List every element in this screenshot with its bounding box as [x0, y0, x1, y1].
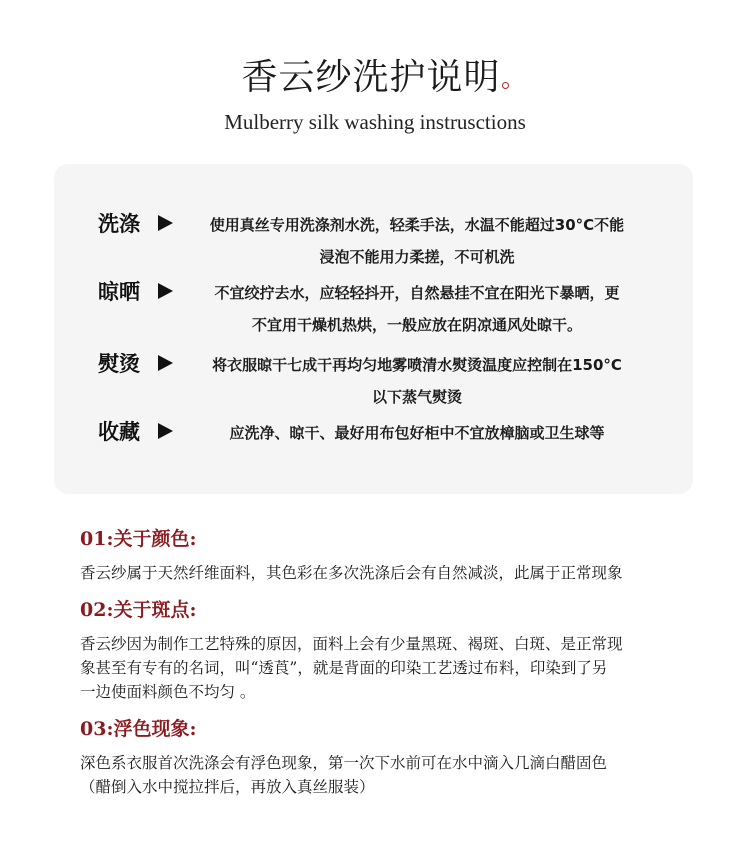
- care-text-line: 浸泡不能用力柔搓，不可机洗: [319, 248, 515, 266]
- care-label: 洗涤: [98, 212, 140, 236]
- arrow-right-icon: [158, 355, 173, 371]
- title-wrap: [0, 54, 750, 102]
- section-body-line: 香云纱因为制作工艺特殊的原因，面料上会有少量黑斑、褐斑、白斑、是正常现: [80, 635, 623, 653]
- section-body-line: 象甚至有专有的名词，叫“透莨”，就是背面的印染工艺透过布料，印染到了另: [80, 659, 608, 677]
- care-text-line: 不宜用干燥机热烘，一般应放在阴凉通风处晾干。: [251, 316, 582, 334]
- arrow-right-icon: [158, 215, 173, 231]
- care-label: 晾晒: [98, 280, 140, 304]
- section-body-line: 一边使面料颜色不均匀 。: [80, 683, 256, 701]
- care-label: 收藏: [98, 420, 140, 444]
- section-body-color: [80, 561, 684, 585]
- page-subtitle: Mulberry silk washing instrusctions: [224, 110, 526, 134]
- section-body-line: 深色系衣服首次洗涤会有浮色现象，第一次下水前可在水中滴入几滴白醋固色: [80, 754, 608, 772]
- section-title-color: 01:关于颜色:: [80, 528, 197, 550]
- care-card: [54, 164, 693, 494]
- page-title: [241, 54, 508, 102]
- section-body-spots: [80, 632, 684, 704]
- arrow-right-icon: [158, 423, 173, 439]
- care-text-line: 使用真丝专用洗涤剂水洗，轻柔手法，水温不能超过30°C不能: [209, 216, 625, 234]
- section-title-floating-color: 03:浮色现象:: [80, 718, 197, 740]
- care-text-line: 应洗净、晾干、最好用布包好柜中不宜放樟脑或卫生球等: [229, 424, 605, 442]
- care-text-line: 以下蒸气熨烫: [371, 388, 462, 406]
- section-title-spots: 02:关于斑点:: [80, 599, 197, 621]
- section-body-line: （醋倒入水中搅拉拌后，再放入真丝服装）: [80, 778, 375, 796]
- section-body-line: 香云纱属于天然纤维面料，其色彩在多次洗涤后会有自然减淡，此属于正常现象: [80, 564, 623, 582]
- page-title-text: 香云纱洗护说明: [241, 57, 501, 98]
- care-text-line: 不宜绞拧去水，应轻轻抖开，自然悬挂不宜在阳光下暴晒，更: [214, 284, 620, 302]
- title-dot-icon: [502, 82, 509, 89]
- arrow-right-icon: [158, 283, 173, 299]
- care-text-line: 将衣服晾干七成干再均匀地雾喷清水熨烫温度应控制在150°C: [212, 356, 622, 374]
- section-body-floating-color: [80, 751, 684, 799]
- care-label: 熨烫: [98, 352, 140, 376]
